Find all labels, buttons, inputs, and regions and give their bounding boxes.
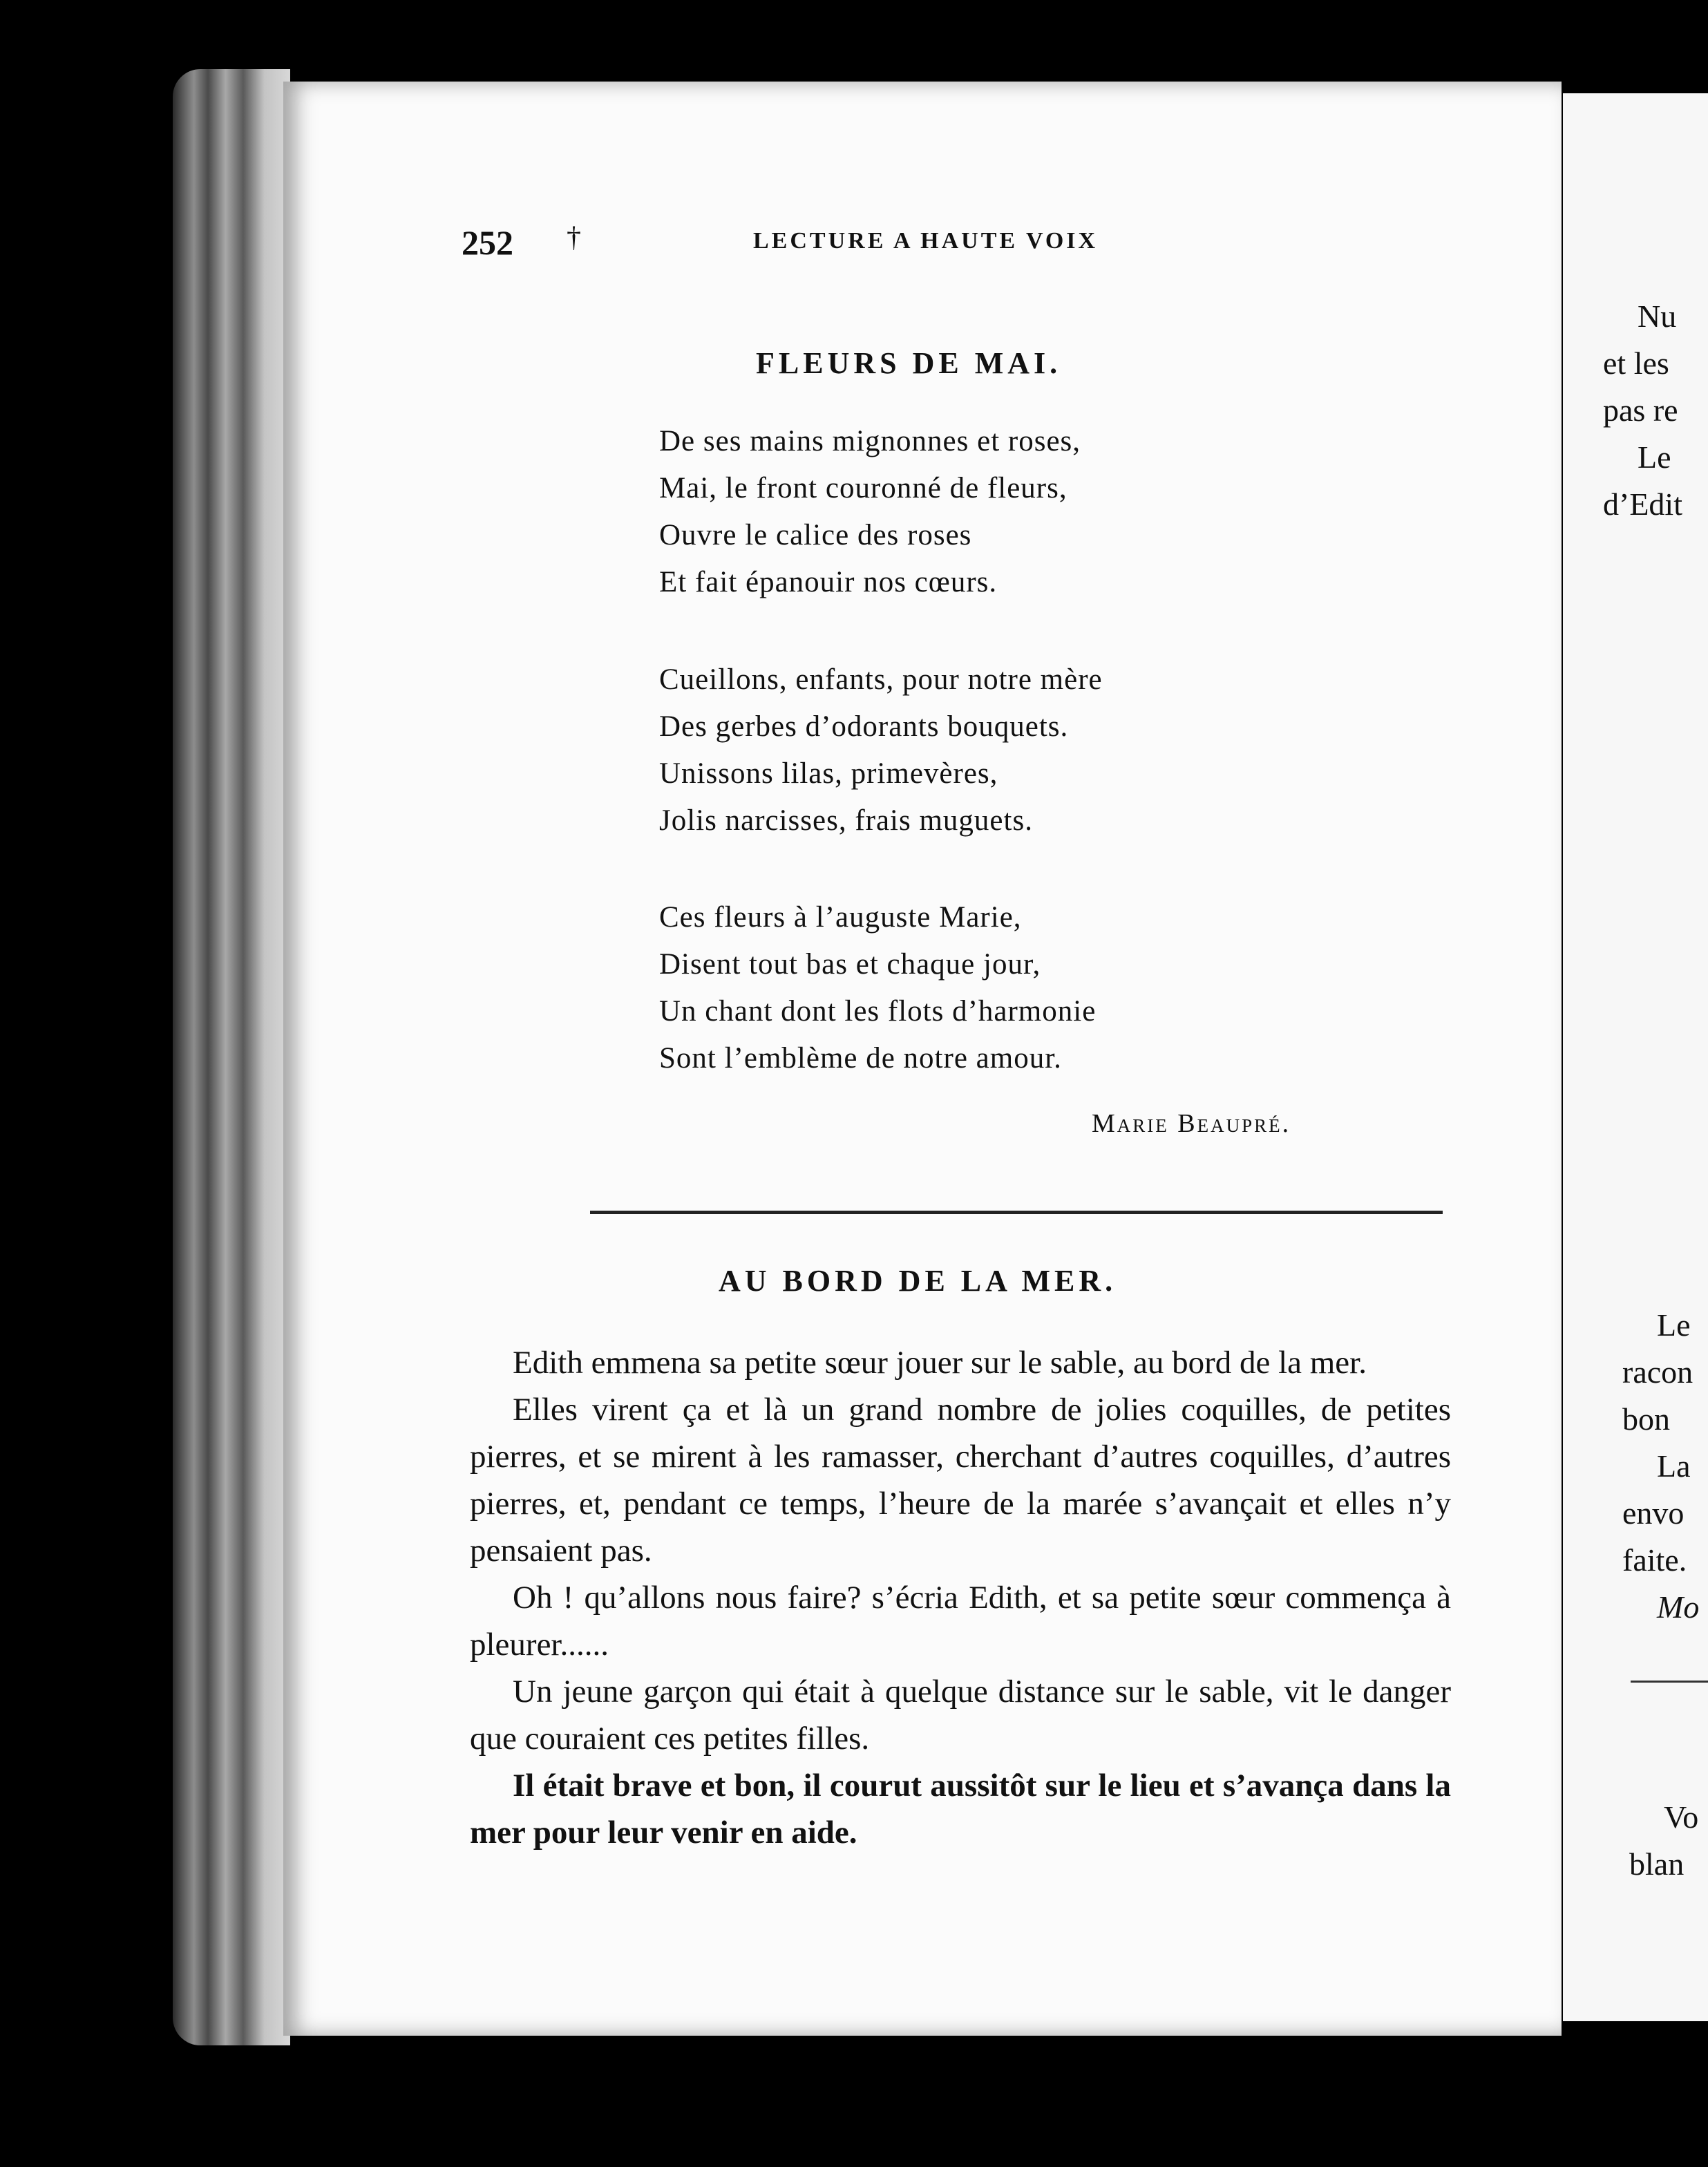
verse-line: Unissons lilas, primevères,	[659, 757, 998, 790]
story-paragraph: Elles virent ça et là un grand nombre de jolies coquilles, de petites pierres, et se mirent à les ramasser, cherchant d’autres coquilles, d’autres pierres, et, pendant ce temps, l’heure de la marée s’avançait et elles n’y pensaient pas.	[470, 1392, 1451, 1569]
verse-line: Cueillons, enfants, pour notre mère	[659, 663, 1103, 696]
right-page-divider	[1631, 1681, 1708, 1683]
verse-line: Sont l’emblème de notre amour.	[659, 1042, 1062, 1075]
fragment-line: La	[1657, 1448, 1691, 1484]
fragment-line: Le	[1657, 1307, 1691, 1343]
running-head: LECTURE A HAUTE VOIX	[753, 228, 1099, 254]
right-page-fragment-top	[1603, 293, 1682, 528]
poem-stanza	[659, 656, 1103, 844]
verse-line: Disent tout bas et chaque jour,	[659, 948, 1041, 981]
fragment-line: envo	[1622, 1495, 1685, 1531]
story-paragraph: Edith emmena sa petite sœur jouer sur le sable, au bord de la mer.	[513, 1345, 1367, 1381]
fragment-line: pas re	[1603, 392, 1678, 428]
right-page-fragment-bottom	[1629, 1794, 1698, 1888]
verse-line: Jolis narcisses, frais muguets.	[659, 804, 1033, 837]
poem-stanza	[659, 418, 1081, 606]
story-paragraph: Un jeune garçon qui était à quelque distance sur le sable, vit le danger que couraient ces petites filles.	[470, 1674, 1451, 1757]
poem-title: FLEURS DE MAI.	[756, 346, 1062, 380]
verse-line: Un chant dont les flots d’harmonie	[659, 995, 1097, 1028]
verse-line: Ces fleurs à l’auguste Marie,	[659, 901, 1022, 934]
story-paragraph: Oh ! qu’allons nous faire? s’écria Edith, et sa petite sœur commença à pleurer......	[470, 1580, 1451, 1663]
page-number: 252	[462, 223, 513, 262]
story-paragraph: Il était brave et bon, il courut aussitôt sur le lieu et s’avança dans la mer pour leur venir en aide.	[470, 1768, 1451, 1851]
story-text	[470, 1339, 1451, 1856]
fragment-line: et les	[1603, 346, 1669, 381]
verse-line: Et fait épanouir nos cœurs.	[659, 566, 998, 598]
story-title: AU BORD DE LA MER.	[719, 1264, 1117, 1298]
margin-mark: †	[567, 222, 581, 254]
fragment-line: Mo	[1657, 1589, 1700, 1625]
fragment-line: blan	[1629, 1846, 1685, 1882]
poem-author: Marie Beaupré.	[1092, 1109, 1291, 1138]
verse-line: Ouvre le calice des roses	[659, 519, 972, 551]
fragment-line: Le	[1638, 439, 1671, 475]
fragment-line: d’Edit	[1603, 486, 1682, 522]
fragment-line: faite.	[1622, 1542, 1687, 1578]
fragment-line: Vo	[1664, 1799, 1699, 1835]
fragment-line: Nu	[1638, 299, 1677, 334]
poem-stanza	[659, 894, 1096, 1082]
verse-line: De ses mains mignonnes et roses,	[659, 425, 1081, 457]
verse-line: Mai, le front couronné de fleurs,	[659, 472, 1068, 504]
book-spine	[173, 69, 290, 2045]
fragment-line: racon	[1622, 1354, 1693, 1390]
right-page-fragment-middle	[1622, 1302, 1699, 1631]
section-divider	[590, 1211, 1443, 1214]
fragment-line: bon	[1622, 1401, 1670, 1437]
verse-line: Des gerbes d’odorants bouquets.	[659, 710, 1069, 743]
